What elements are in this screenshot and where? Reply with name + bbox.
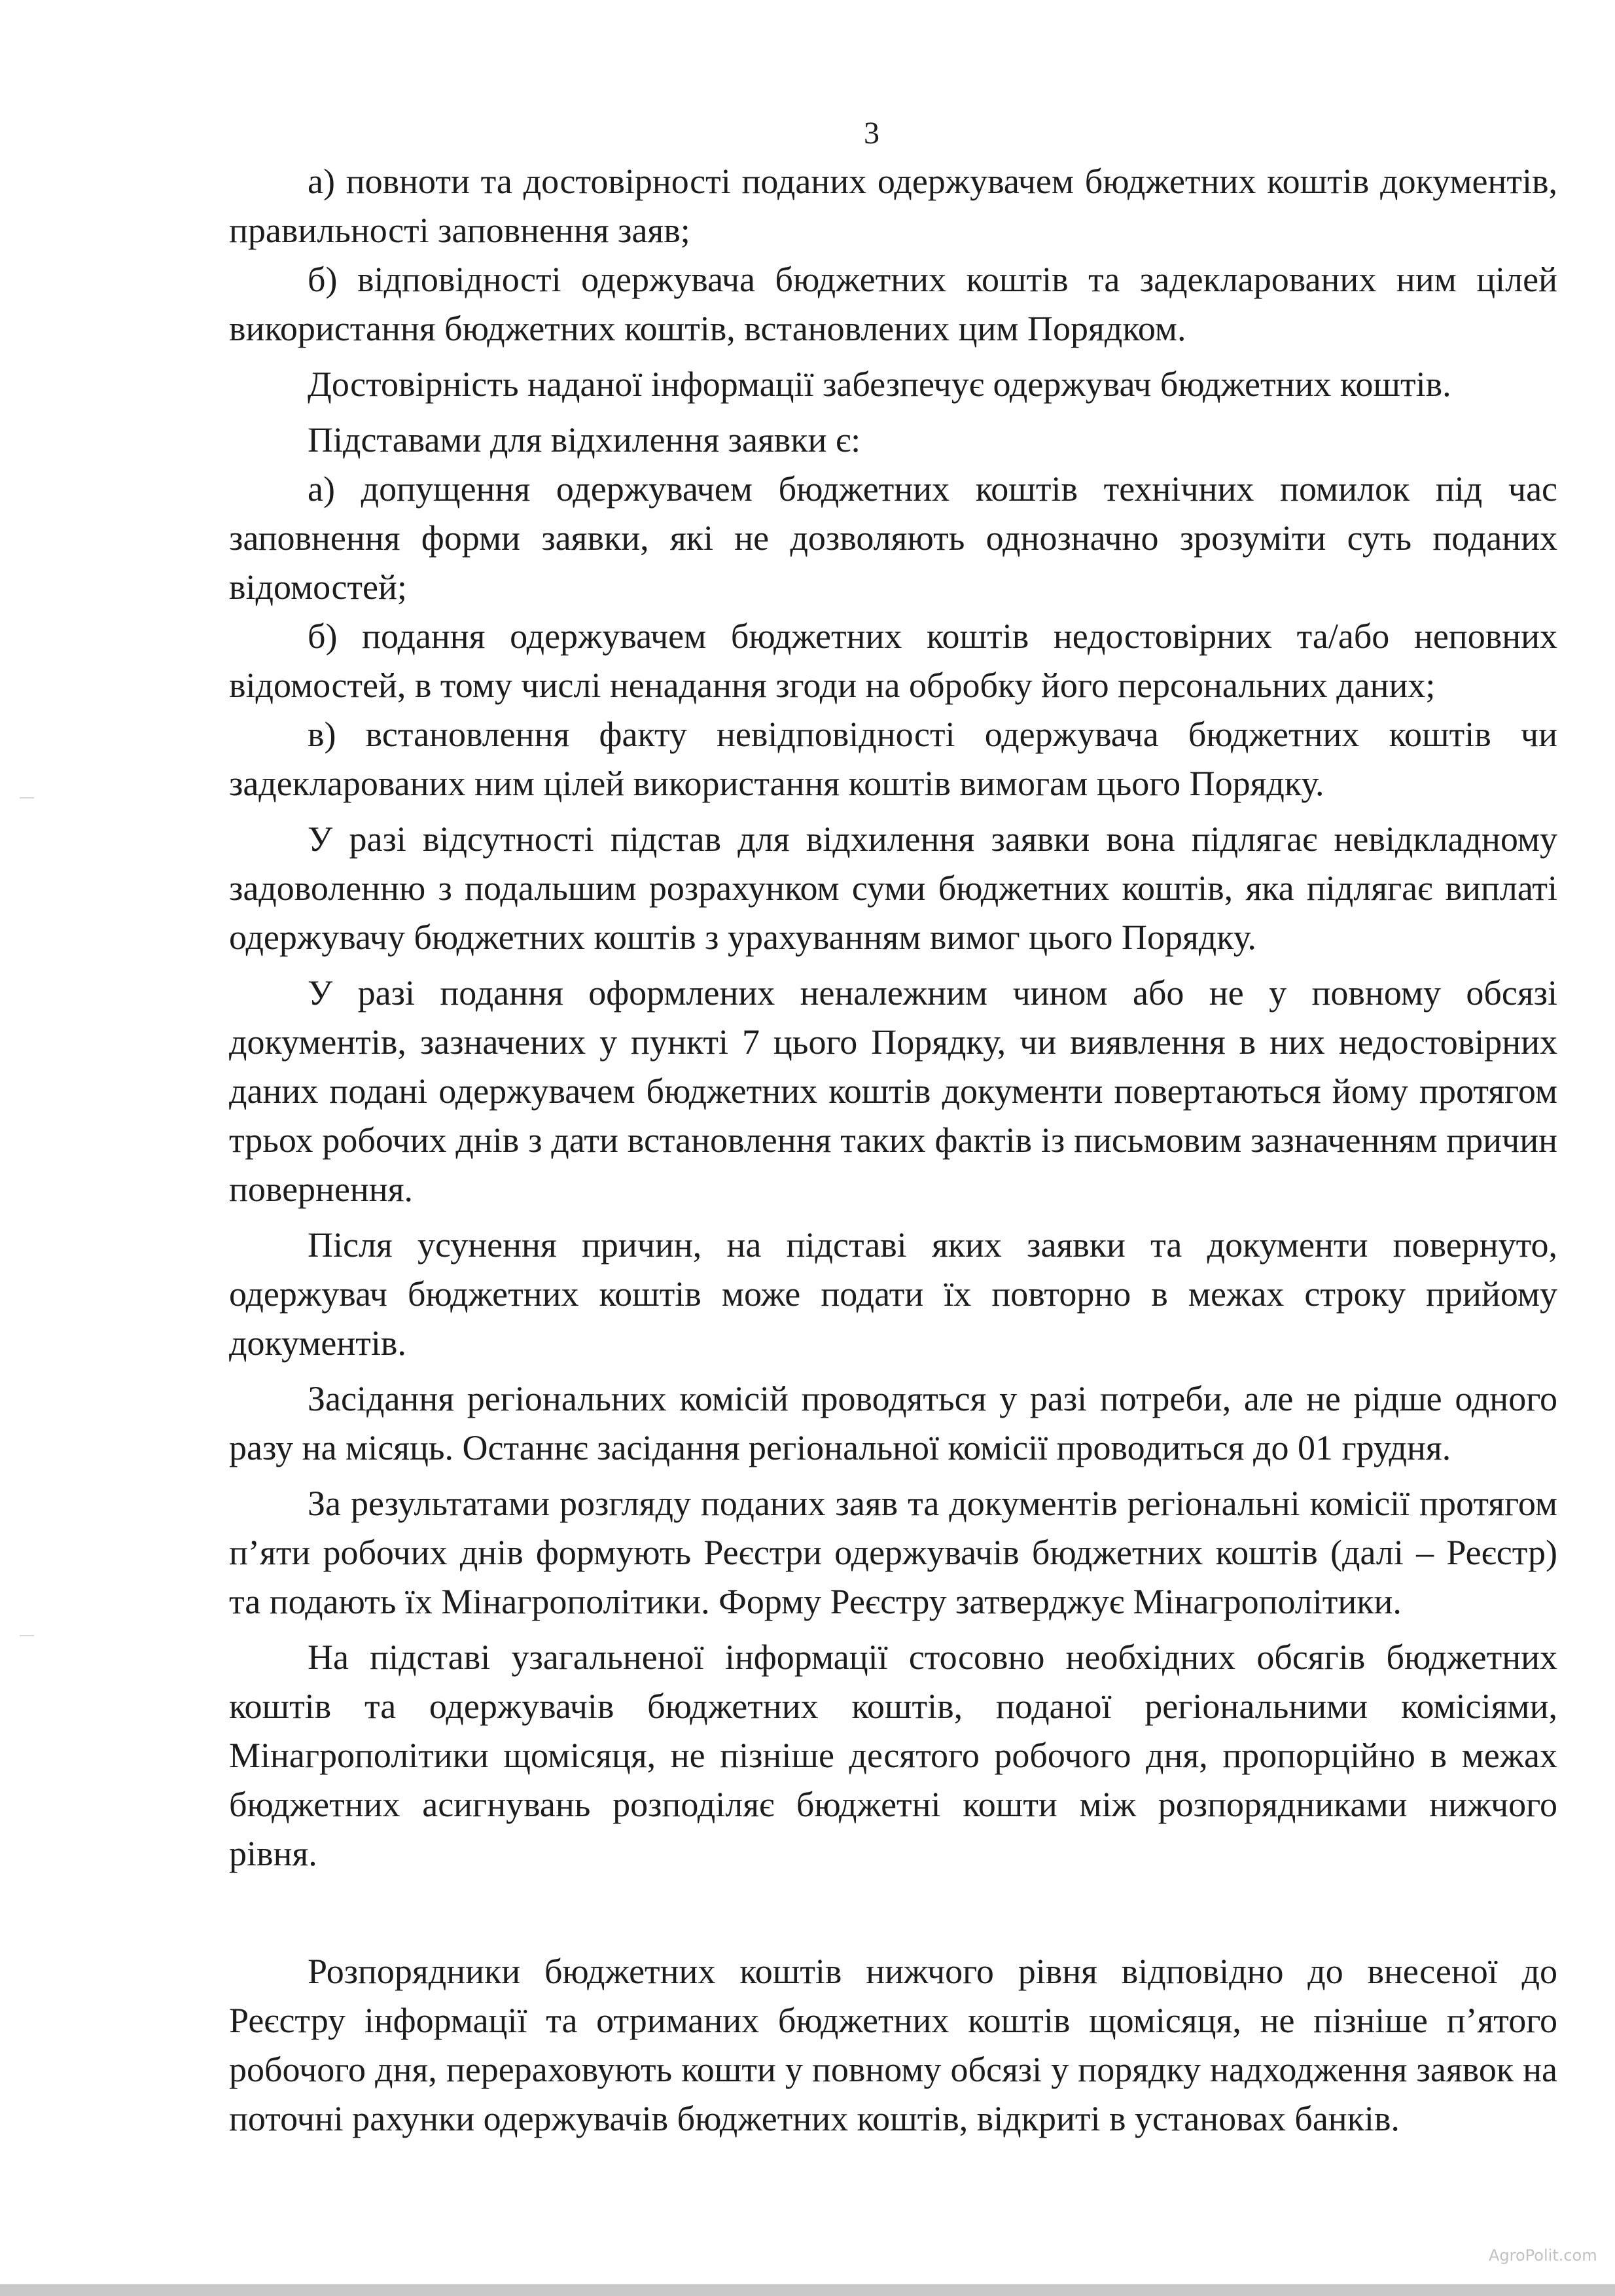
- paragraph-transfer: Розпорядники бюджетних коштів нижчого рівня відповідно до внесеної до Реєстру інформації та отриманих бюджетних коштів щомісяця, не пізніше п’ятого робочого дня, перераховують кошти у повному обсязі у порядку надходження заявок на поточні рахунки одержувачів бюджетних коштів, відкриті в установах банків.: [229, 1952, 1557, 2138]
- paragraph-reliability: Достовірність наданої інформації забезпечує одержувач бюджетних коштів.: [308, 365, 1451, 404]
- paragraph-commission-meetings: Засідання регіональних комісій проводяться у разі потреби, але не рідше одного разу на місяць. Останнє засідання регіональної комісії проводиться до 01 грудня.: [229, 1379, 1557, 1467]
- watermark-text: AgroPolit.com: [1489, 2246, 1597, 2265]
- paragraph-allocation: На підставі узагальненої інформації стосовно необхідних обсягів бюджетних коштів та одержувачів бюджетних коштів, поданої регіональними комісіями, Мінагрополітики щомісяця, не пізніше десятого робочого дня, пропорційно в межах бюджетних асигнувань розподіляє бюджетні кошти між розпорядниками нижчого рівня.: [229, 1638, 1557, 1873]
- paragraph-rejection-grounds: Підставами для відхилення заявки є:: [308, 420, 861, 459]
- scan-bottom-edge: [0, 2284, 1615, 2296]
- scan-mark: [20, 797, 34, 798]
- paragraph-rejection-c: в) встановлення факту невідповідності одержувача бюджетних коштів чи задекларованих ним цілей використання коштів вимогам цього Порядку.: [229, 715, 1557, 803]
- paragraph-check-compliance: б) відповідності одержувача бюджетних коштів та задекларованих ним цілей використання бюджетних коштів, встановлених цим Порядком.: [229, 260, 1557, 348]
- paragraph-rejection-a: а) допущення одержувачем бюджетних коштів технічних помилок під час заповнення форми заявки, які не дозволяють однозначно зрозуміти суть поданих відомостей;: [229, 469, 1557, 607]
- paragraph-check-completeness: а) повноти та достовірності поданих одержувачем бюджетних коштів документів, правильності заповнення заяв;: [229, 162, 1557, 250]
- document-body: [229, 157, 1557, 2144]
- scan-mark: [20, 1635, 34, 1636]
- paragraph-resubmission: Після усунення причин, на підставі яких заявки та документи повернуто, одержувач бюджетних коштів може подати їх повторно в межах строку прийому документів.: [229, 1225, 1557, 1363]
- paragraph-no-grounds: У разі відсутності підстав для відхилення заявки вона підлягає невідкладному задоволенню з подальшим розрахунком суми бюджетних коштів, яка підлягає виплаті одержувачу бюджетних коштів з урахуванням вимог цього Порядку.: [229, 819, 1557, 957]
- paragraph-improper-documents: У разі подання оформлених неналежним чином або не у повному обсязі документів, зазначених у пункті 7 цього Порядку, чи виявлення в них недостовірних даних подані одержувачем бюджетних коштів документи повертаються йому протягом трьох робочих днів з дати встановлення таких фактів із письмовим зазначенням причин повернення.: [229, 973, 1557, 1209]
- page-number: 3: [864, 116, 879, 151]
- paragraph-rejection-b: б) подання одержувачем бюджетних коштів недостовірних та/або неповних відомостей, в тому числі ненадання згоди на обробку його персональних даних;: [229, 617, 1557, 705]
- paragraph-registry: За результатами розгляду поданих заяв та документів регіональні комісії протягом п’яти робочих днів формують Реєстри одержувачів бюджетних коштів (далі – Реєстр) та подають їх Мінагрополітики. Форму Реєстру затверджує Мінагрополітики.: [229, 1484, 1557, 1621]
